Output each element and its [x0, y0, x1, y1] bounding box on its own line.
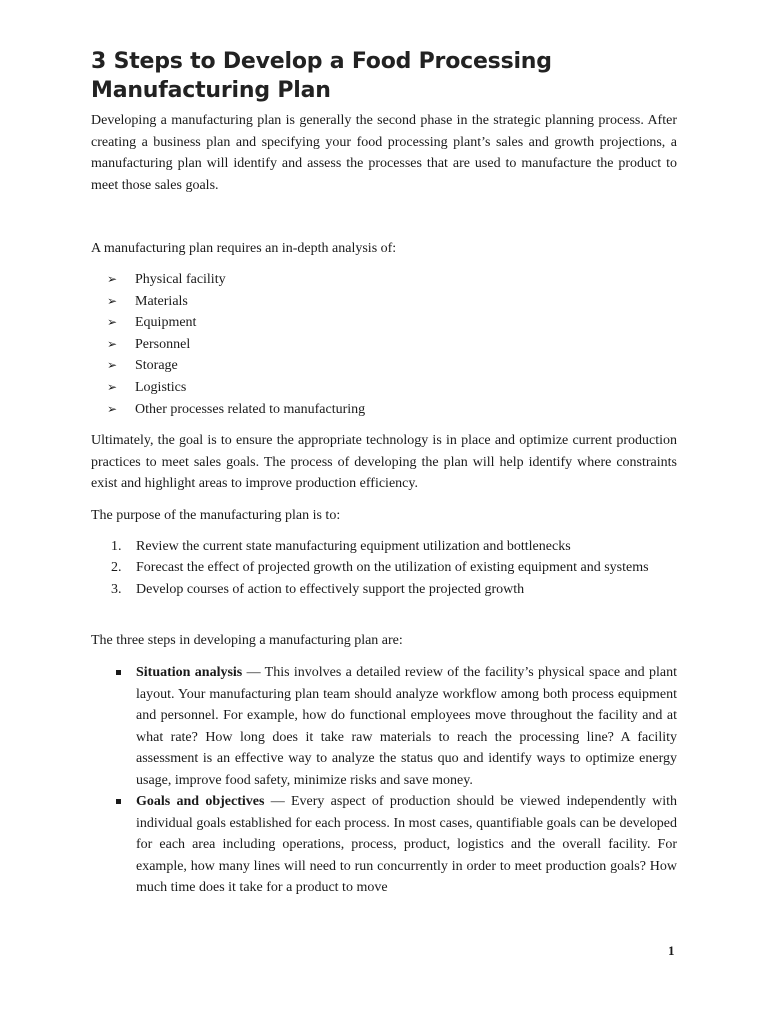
list-item: ➢ Storage — [107, 355, 667, 377]
step-term: Situation analysis — [136, 665, 243, 680]
arrow-bullet-icon: ➢ — [107, 401, 118, 416]
arrow-bullet-icon: ➢ — [107, 358, 118, 373]
square-bullet-icon — [116, 799, 121, 804]
list-item: 1. Review the current state manufacturing equipment utilization and bottlenecks — [111, 536, 677, 557]
list-item: ➢ Other processes related to manufacturing — [107, 399, 667, 421]
page-title: 3 Steps to Develop a Food Processing Manufacturing Plan — [91, 49, 552, 103]
analysis-list — [107, 269, 667, 420]
item-number: 1. — [111, 539, 122, 554]
step-term: Goals and objectives — [136, 794, 265, 809]
steps-list — [112, 662, 677, 899]
list-item: ➢ Personnel — [107, 334, 667, 356]
page-number: 1 — [668, 943, 675, 958]
step-description: — Every aspect of production should be viewed independently with individual goals established for each process. In most cases, quantifiable goals can be developed for each area including operations, process, product, logistics and the overall facility. For example, how many lines will need to run concurrently in order to meet production goals? How much time does it take for a product to move — [136, 794, 678, 895]
item-number: 2. — [111, 560, 122, 576]
list-item — [112, 662, 677, 791]
list-item: ➢ Physical facility — [107, 269, 667, 291]
arrow-bullet-icon: ➢ — [107, 293, 118, 308]
purpose-lead: The purpose of the manufacturing plan is to: — [91, 508, 341, 523]
steps-lead: The three steps in developing a manufacturing plan are: — [91, 633, 403, 648]
purpose-list — [111, 536, 677, 600]
arrow-bullet-icon: ➢ — [107, 272, 118, 286]
intro-paragraph: Developing a manufacturing plan is generally the second phase in the strategic planning process. After creating a business plan and specifying your food processing plant’s sales and growth projections, a manufacturing plan will identify and assess the processes that are used to manufacture the product to meet those sales goals. — [91, 113, 677, 193]
list-item — [112, 791, 677, 899]
arrow-bullet-icon: ➢ — [107, 379, 118, 394]
goal-paragraph: Ultimately, the goal is to ensure the appropriate technology is in place and optimize current production practices to meet sales goals. The process of developing the plan will help identify where constraints exist and highlight areas to improve production efficiency. — [91, 433, 677, 492]
square-bullet-icon — [116, 670, 121, 675]
list-item: 2. Forecast the effect of projected growth on the utilization of existing equipment and systems — [111, 557, 677, 578]
analysis-lead: A manufacturing plan requires an in-depth analysis of: — [91, 241, 397, 256]
list-item: ➢ Materials — [107, 291, 667, 313]
arrow-bullet-icon: ➢ — [107, 315, 118, 330]
list-item: 3. Develop courses of action to effectively support the projected growth — [111, 579, 677, 600]
item-number: 3. — [111, 581, 122, 597]
list-item: ➢ Logistics — [107, 377, 667, 399]
list-item: ➢ Equipment — [107, 312, 667, 334]
step-description: — This involves a detailed review of the facility’s physical space and plant layout. Your manufacturing plan team should analyze workflow among both process equipment and personnel. For example, how do functional employees move throughout the facility and at what rate? How long does it take raw materials to reach the processing line? A facility assessment is an effective way to analyze the status quo and identify ways to optimize energy usage, improve food safety, minimize risks and save money. — [136, 665, 677, 788]
arrow-bullet-icon: ➢ — [107, 336, 118, 351]
